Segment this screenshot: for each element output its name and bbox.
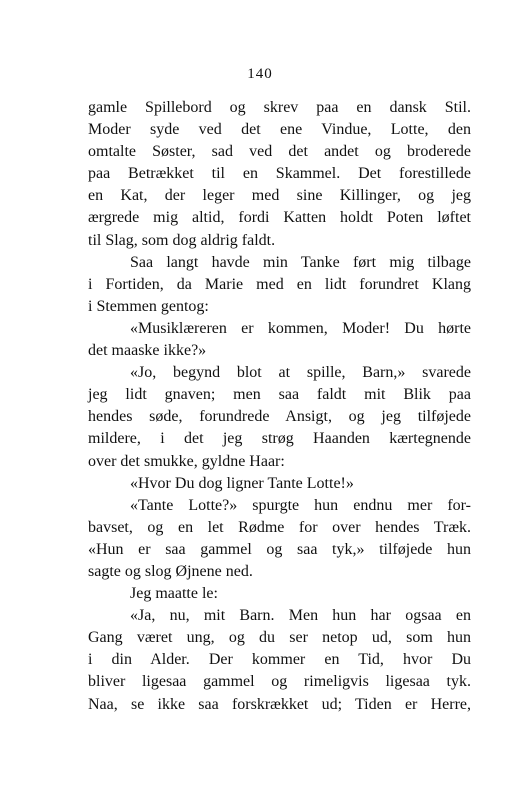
text-line: det maaske ikke?» xyxy=(88,342,207,360)
text-line: bliver ligesaa gammel og rimeligvis ligesaa tyk. xyxy=(88,673,471,691)
text-line: ærgrede mig altid, fordi Katten holdt Poten løftet xyxy=(88,209,471,227)
text-line: paa Betrækket til en Skammel. Det forestillede xyxy=(88,165,471,183)
text-line: «Ja, nu, mit Barn. Men hun har ogsaa en xyxy=(130,607,471,625)
text-line: «Hvor Du dog ligner Tante Lotte!» xyxy=(130,474,354,492)
text-line: hendes søde, forundrede Ansigt, og jeg tilføjede xyxy=(88,408,471,426)
text-line: Saa langt havde min Tanke ført mig tilbage xyxy=(130,253,471,271)
text-line: mildere, i det jeg strøg Haanden kærtegnende xyxy=(88,430,471,448)
text-line: i Stemmen gentog: xyxy=(88,297,209,315)
text-line: til Slag, som dog aldrig faldt. xyxy=(88,231,276,249)
text-line: omtalte Søster, sad ved det andet og broderede xyxy=(88,143,471,161)
body-text xyxy=(88,97,471,716)
text-line: Gang været ung, og du ser netop ud, som hun xyxy=(88,629,471,647)
text-line: «Hun er saa gammel og saa tyk,» tilføjede hun xyxy=(88,540,471,558)
text-line: gamle Spillebord og skrev paa en dansk Stil. xyxy=(88,99,471,116)
text-line: en Kat, der leger med sine Killinger, og jeg xyxy=(88,187,471,205)
text-line: «Jo, begynd blot at spille, Barn,» svarede xyxy=(130,364,471,382)
text-line: «Musiklæreren er kommen, Moder! Du hørte xyxy=(130,319,471,337)
text-line: Naa, se ikke saa forskrækket ud; Tiden er Herre, xyxy=(88,695,471,713)
text-line: Jeg maatte le: xyxy=(130,585,218,603)
text-line: i Fortiden, da Marie med en lidt forundret Klang xyxy=(88,275,471,293)
text-line: over det smukke, gyldne Haar: xyxy=(88,452,285,470)
text-line: bavset, og en let Rødme for over hendes Træk. xyxy=(88,518,471,536)
text-line: jeg lidt gnaven; men saa faldt mit Blik paa xyxy=(88,386,471,404)
text-line: Moder syde ved det ene Vindue, Lotte, den xyxy=(88,121,471,139)
text-line: «Tante Lotte?» spurgte hun endnu mer for- xyxy=(130,496,471,514)
text-line: i din Alder. Der kommer en Tid, hvor Du xyxy=(88,651,471,669)
page-number: 140 xyxy=(247,66,273,82)
text-line: sagte og slog Øjnene ned. xyxy=(88,562,253,580)
